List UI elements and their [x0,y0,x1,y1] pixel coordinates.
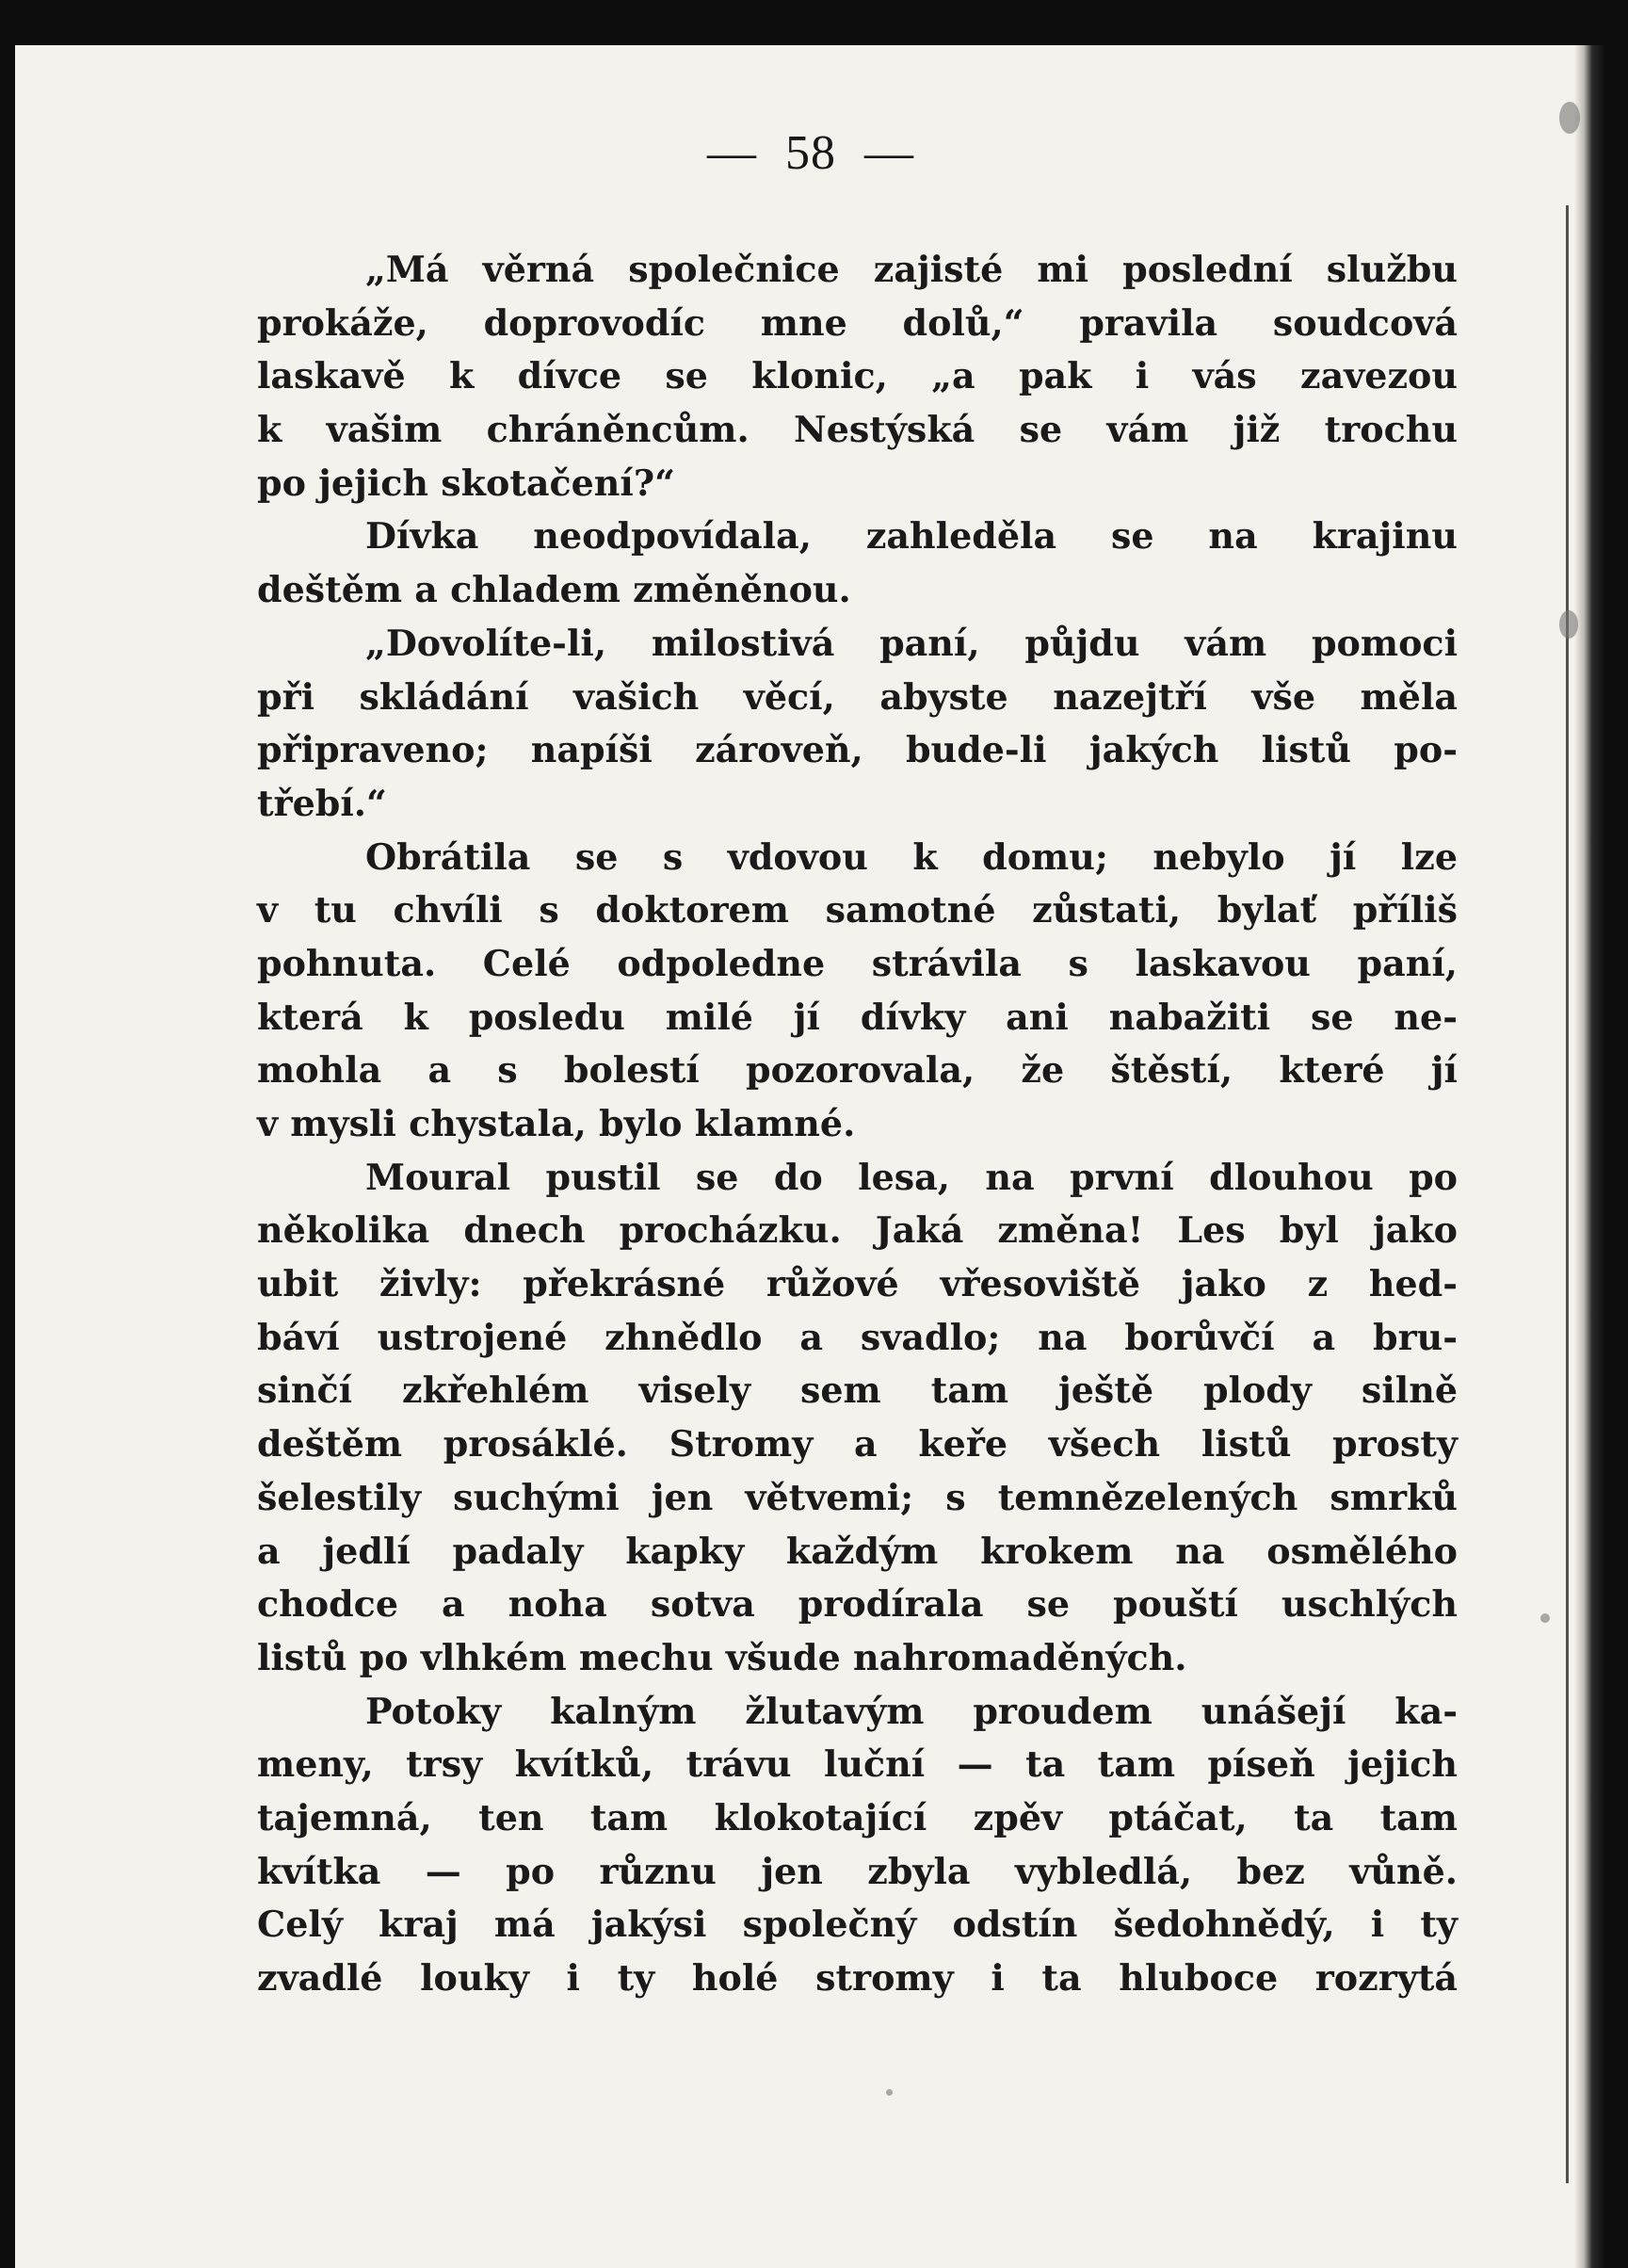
text-line: „Má věrná společnice zajisté mi poslední službu [365,248,1458,290]
text-line: ubit živly: překrásné růžové vřesoviště jako z hed- [257,1262,1458,1305]
page-number-header [15,125,1606,181]
scanned-page [15,45,1606,2268]
text-line: kvítka — po různu jen zbyla vybledlá, bez vůně. [257,1849,1458,1892]
text-line: zvadlé louky i ty holé stromy i ta hluboce rozrytá [257,1956,1458,1999]
text-line: Celý kraj má jakýsi společný odstín šedohnědý, i ty [257,1903,1458,1946]
scan-speck [886,2089,893,2096]
text-line: po jejich skotačení?“ [257,461,675,504]
text-line: pohnuta. Celé odpoledne strávila s laskavou paní, [257,941,1458,984]
page-number-dash-right: — [864,126,914,180]
text-line: deštěm a chladem změněnou. [257,568,851,611]
text-line: šelestily suchými jen větvemi; s temnězelených smrků [257,1475,1458,1518]
text-line: listů po vlhkém mechu všude nahromaděných. [257,1635,1187,1678]
text-line: k vašim chráněncům. Nestýská se vám již trochu [257,408,1458,451]
text-line: několika dnech procházku. Jaká změna! Les byl jako [257,1208,1458,1252]
text-line: třebí.“ [257,781,387,824]
text-line: a jedlí padaly kapky každým krokem na osmělého [257,1529,1458,1572]
binding-edge [1574,45,1606,2268]
text-line: laskavě k dívce se klonic, „a pak i vás zavezou [257,354,1458,397]
text-line: sinčí zkřehlém visely sem tam ještě plody silně [257,1369,1458,1412]
text-line: mohla a s bolestí pozorovala, že štěstí, které jí [257,1048,1458,1092]
body-text [257,243,1458,2005]
page-number-dash-left: — [707,126,757,180]
text-line: v mysli chystala, bylo klamné. [257,1102,856,1144]
text-line: Obrátila se s vdovou k domu; nebylo jí lze [365,834,1458,878]
page-number: 58 [785,126,836,180]
text-line: v tu chvíli s doktorem samotné zůstati, bylať příliš [257,888,1458,932]
text-line: při skládání vašich věcí, abyste nazejtří vše měla [257,674,1458,718]
binding-shadow-line [1566,205,1569,2183]
text-line: deštěm prosáklé. Stromy a keře všech listů prosty [257,1422,1458,1466]
scan-speck [1559,610,1578,639]
text-line: „Dovolíte-li, milostivá paní, půjdu vám pomoci [365,621,1458,664]
text-line: báví ustrojené zhnědlo a svadlo; na borůvčí a bru- [257,1315,1458,1358]
text-line: Potoky kalným žlutavým proudem unášejí ka- [365,1689,1458,1732]
scan-speck [1540,1613,1550,1623]
text-line: chodce a noha sotva prodírala se pouští uschlých [257,1582,1458,1626]
text-line: která k posledu milé jí dívky ani nabažiti se ne- [257,995,1458,1038]
text-line: připraveno; napíši zároveň, bude-li jakých listů po- [257,728,1458,771]
text-line: meny, trsy kvítků, trávu luční — ta tam píseň jejich [257,1742,1458,1786]
text-line: tajemná, ten tam klokotající zpěv ptáčat, ta tam [257,1795,1458,1839]
text-line: Moural pustil se do lesa, na první dlouhou po [365,1155,1458,1198]
text-line: Dívka neodpovídala, zahleděla se na krajinu [365,514,1458,558]
text-line: prokáže, doprovodíc mne dolů,“ pravila soudcová [257,300,1458,344]
